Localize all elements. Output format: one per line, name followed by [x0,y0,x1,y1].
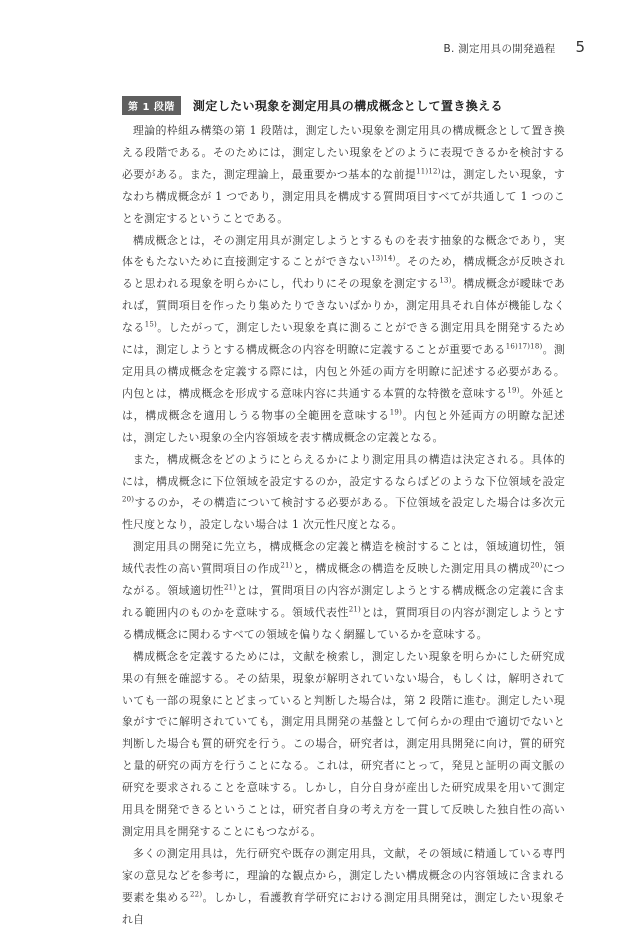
paragraph [122,230,565,449]
paragraph [122,120,565,230]
stage-badge: 第 1 段階 [122,96,181,115]
text-run: 構成概念とは，その測定用具が測定しようとするものを表す抽象的な概念であり，実体をもたないために直接測定することができない [122,233,565,269]
section-heading [122,96,503,115]
citation-ref: 19) [389,408,403,417]
citation-ref: 11)12) [416,167,441,176]
body-text [122,120,565,931]
section-title: 測定したい現象を測定用具の構成概念として置き換える [192,99,503,113]
text-run: 。外延とは，構成概念を適用しうる物事の全範囲を意味する [122,386,565,422]
text-run: 多くの測定用具は，先行研究や既存の測定用具，文献，その領域に精通している専門家の意見などを参考に，理論的な観点から，測定したい構成概念の内容領域に含まれる要素を集める [122,846,565,904]
citation-ref: 20) [530,561,543,570]
running-title: B. 測定用具の開発過程 [443,43,556,55]
text-run: は，測定したい現象，すなわち構成概念が 1 つであり，測定用具を構成する質問項目すべてが共通して 1 つのことを測定するということである。 [122,167,566,225]
text-run: 。しかし，看護教育学研究における測定用具開発は，測定したい現象それ自 [122,890,565,926]
paragraph [122,646,565,843]
text-run: 構成概念を定義するためには，文献を検索し，測定したい現象を明らかにした研究成果の有無を確認する。その結果，現象が解明されていない場合，もしくは，解明されていても一部の現象にとどまっていると判断した場合は，第 2 段階に進む。測定したい現象がすでに解明されていても，測定用具開発の基盤として何らかの理由で適切でないと判断した場合も質的研究を行う。この場合，研究者は，測定用具開発に向け，質的研究と量的研究の両方を行うことになる。これは，研究者にとって，発見と証明の両文脈の研究を要求されることを意味する。しかし，自分自身が産出した研究成果を用いて測定用具を開発できるということは，研究者自身の考え方を一貫して反映した独自性の高い測定用具を開発することにもつながる。 [122,649,565,838]
citation-ref: 21) [280,561,293,570]
citation-ref: 13)14) [371,254,396,263]
running-header [443,38,585,56]
text-run: また，構成概念をどのようにとらえるかにより測定用具の構造は決定される。具体的には，構成概念に下位領域を設定するのか，設定するならばどのような下位領域を設定 [122,452,565,488]
text-run: 測定用具の開発に先立ち，構成概念の定義と構造を検討することは，領域適切性，領域代表性の高い質問項目の作成 [122,540,565,576]
paragraph [122,449,565,537]
citation-ref: 20) [122,495,135,504]
citation-ref: 22) [190,890,203,899]
text-run: につながる。領域適切性 [122,562,566,598]
text-run: 理論的枠組み構築の第 1 段階は，測定したい現象を測定用具の構成概念として置き換える段階である。そのためには，測定したい現象をどのように表現できるかを検討する必要がある。また，測定理論上，最重要かつ基本的な前提 [122,124,565,181]
text-run: と，構成概念の構造を反映した測定用具の構成 [292,562,531,576]
text-run: 。そのため，構成概念が反映されると思われる現象を明らかにし，代わりにその現象を測定する [122,255,565,291]
paragraph [122,843,565,931]
text-run: 。したがって，測定したい現象を真に測ることができる測定用具を開発するためには，測定しようとする構成概念の内容を明瞭に定義することが重要である [122,321,565,357]
text-run: 。測定用具の構成概念を定義する際には，内包と外延の両方を明瞭に記述する必要がある。内包とは，構成概念を形成する意味内容に共通する本質的な特徴を意味する [122,343,565,400]
text-run: 。内包と外延両方の明瞭な記述は，測定したい現象の全内容領域を表す構成概念の定義となる。 [122,408,565,444]
page-number: 5 [575,38,585,56]
text-run: とは，質問項目の内容が測定しようとする構成概念の定義に含まれる範囲内のものかを意味する。領域代表性 [122,584,565,619]
citation-ref: 21) [348,605,361,614]
text-run: するのか，その構造について検討する必要がある。下位領域を設定した場合は多次元性尺度となり，設定しない場合は 1 次元性尺度となる。 [122,496,565,532]
paragraph [122,536,565,646]
citation-ref: 19) [507,386,520,395]
text-run: とは，質問項目の内容が測定しようとする構成概念に関わるすべての領域を偏りなく網羅しているかを意味する。 [122,605,565,641]
citation-ref: 21) [224,583,237,592]
citation-ref: 15) [144,320,157,329]
citation-ref: 16)17)18) [505,342,543,351]
citation-ref: 13) [439,276,452,285]
text-run: 。構成概念が曖昧であれば，質問項目を作ったり集めたりできないばかりか，測定用具それ自体が機能しなくなる [122,277,565,335]
